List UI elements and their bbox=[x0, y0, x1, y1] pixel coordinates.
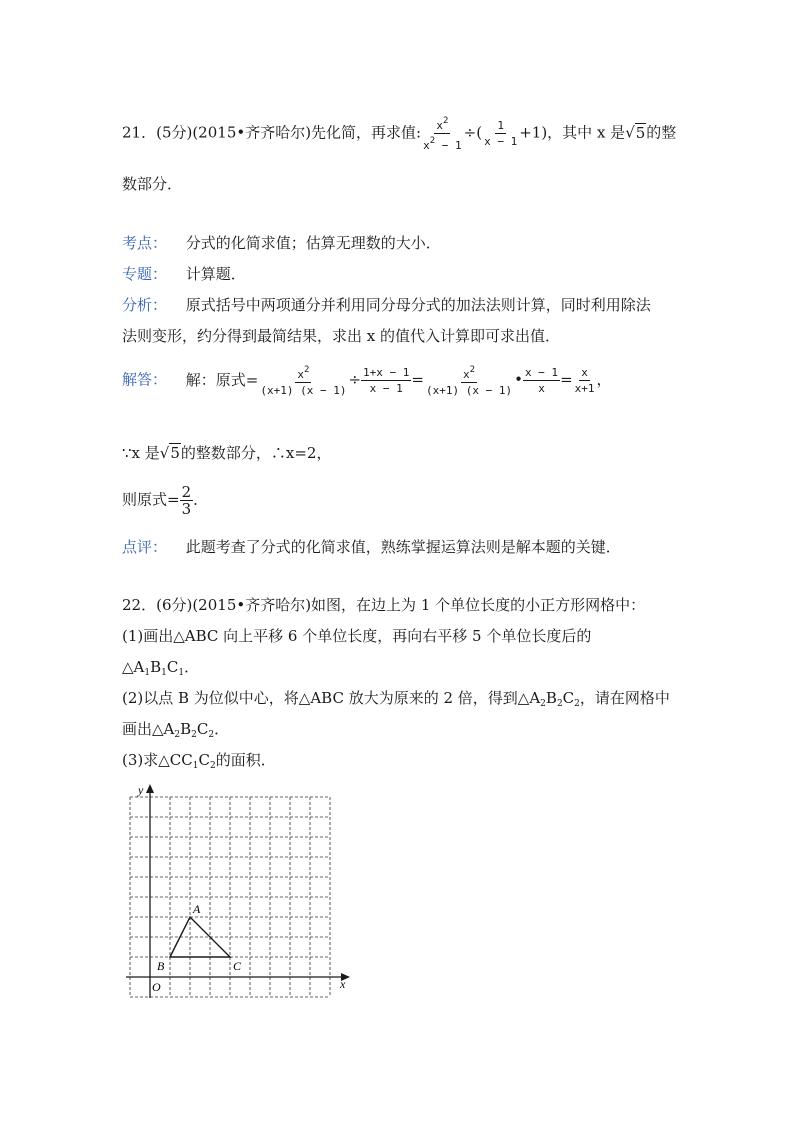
q22-line2: (1)画出△ABC 向上平移 6 个单位长度，再向右平移 5 个单位长度后的 bbox=[122, 627, 592, 645]
jieda-prefix: 解：原式= bbox=[185, 370, 259, 389]
q21-fraction-2: $\frac{1}{x - 1}$ bbox=[484, 119, 518, 148]
coordinate-grid-figure bbox=[118, 780, 358, 1005]
y-axis-arrow-icon bbox=[146, 784, 154, 793]
q22-line4: (2)以点 B 为位似中心，将△ABC 放大为原来的 2 倍，得到$\triangle A_2B_2C_2$，请在网格中 bbox=[122, 689, 670, 709]
q22-line5: 画出$\triangle A_2B_2C_2$． bbox=[122, 720, 230, 740]
jieda-div: ÷ bbox=[348, 370, 362, 389]
q21-sqrt-value: 5 bbox=[635, 123, 646, 142]
fenxi-text-2: 法则变形，约分得到最简结果，求出 x 的值代入计算即可求出值． bbox=[122, 327, 560, 345]
point-b-label: B bbox=[157, 959, 165, 973]
pingjia-text: 此题考查了分式的化简求值，熟练掌握运算法则是解本题的关键． bbox=[185, 538, 621, 556]
q22-line3: $\triangle A_1B_1C_1$． bbox=[122, 658, 200, 678]
then-prefix: 则原式= bbox=[122, 490, 180, 509]
zhuanti-text: 计算题． bbox=[185, 265, 246, 283]
jieda-row bbox=[122, 364, 612, 397]
y-axis-label: y bbox=[138, 783, 144, 797]
q21-suffix: 的整 bbox=[646, 123, 677, 142]
fenxi-label: 分析： bbox=[122, 296, 168, 314]
q21-close: +1)，其中 x 是 bbox=[519, 123, 626, 142]
kaodian-row bbox=[122, 232, 441, 253]
zhuanti-label: 专题： bbox=[122, 265, 168, 283]
because-sqrt-value: 5 bbox=[170, 444, 180, 462]
zhuanti-row bbox=[122, 263, 246, 284]
kaodian-label: 考点： bbox=[122, 234, 168, 252]
jieda-label: 解答： bbox=[122, 370, 168, 389]
jieda-fraction-3: $\frac{x^2}{(x+1) (x - 1)}$ bbox=[425, 365, 513, 397]
fenxi-row bbox=[122, 294, 651, 315]
sqrt-icon: √ bbox=[159, 444, 170, 462]
jieda-dot: • bbox=[514, 370, 523, 389]
then-fraction: $\frac{2}{3}$ bbox=[181, 483, 192, 518]
sqrt-icon: √ bbox=[625, 123, 635, 142]
then-end: ． bbox=[193, 490, 209, 509]
jieda-end: ， bbox=[596, 370, 612, 389]
jieda-eq2: = bbox=[560, 370, 573, 389]
because-row bbox=[122, 442, 331, 463]
because-prefix: ∵x 是 bbox=[122, 444, 160, 462]
pingjia-row bbox=[122, 536, 621, 557]
fenxi-text-1: 原式括号中两项通分并利用同分母分式的加法法则计算，同时利用除法 bbox=[185, 296, 651, 314]
q21-line1 bbox=[122, 115, 676, 152]
point-a-label: A bbox=[193, 902, 201, 916]
kaodian-text: 分式的化简求值；估算无理数的大小． bbox=[185, 234, 441, 252]
because-suffix: 的整数部分，∴x=2， bbox=[180, 444, 332, 462]
jieda-fraction-4: $\frac{x - 1}{x}$ bbox=[524, 366, 559, 395]
q21-line2: 数部分． bbox=[122, 175, 183, 193]
q22-line1: 22．(6分)(2015•齐齐哈尔)如图，在边上为 1 个单位长度的小正方形网格中： bbox=[122, 596, 646, 614]
point-c-label: C bbox=[233, 959, 242, 973]
then-row bbox=[122, 484, 208, 517]
origin-label: O bbox=[152, 980, 161, 994]
pingjia-label: 点评： bbox=[122, 538, 168, 556]
jieda-fraction-5: $\frac{x}{x+1}$ bbox=[574, 366, 595, 395]
x-axis-label: x bbox=[340, 977, 346, 991]
q21-prefix: 21．(5分)(2015•齐齐哈尔)先化简，再求值: bbox=[122, 123, 422, 142]
jieda-eq: = bbox=[411, 370, 424, 389]
q22-line6: (3)求$\triangle CC_1C_2$的面积． bbox=[122, 751, 276, 771]
jieda-fraction-2: $\frac{1+x - 1}{x - 1}$ bbox=[363, 366, 410, 395]
q21-fraction-1: $\frac{x^2}{x^2 - 1}$ bbox=[423, 116, 462, 152]
q21-div-open: ÷( bbox=[463, 123, 483, 142]
jieda-fraction-1: $\frac{x^2}{(x+1) (x - 1)}$ bbox=[260, 365, 347, 397]
